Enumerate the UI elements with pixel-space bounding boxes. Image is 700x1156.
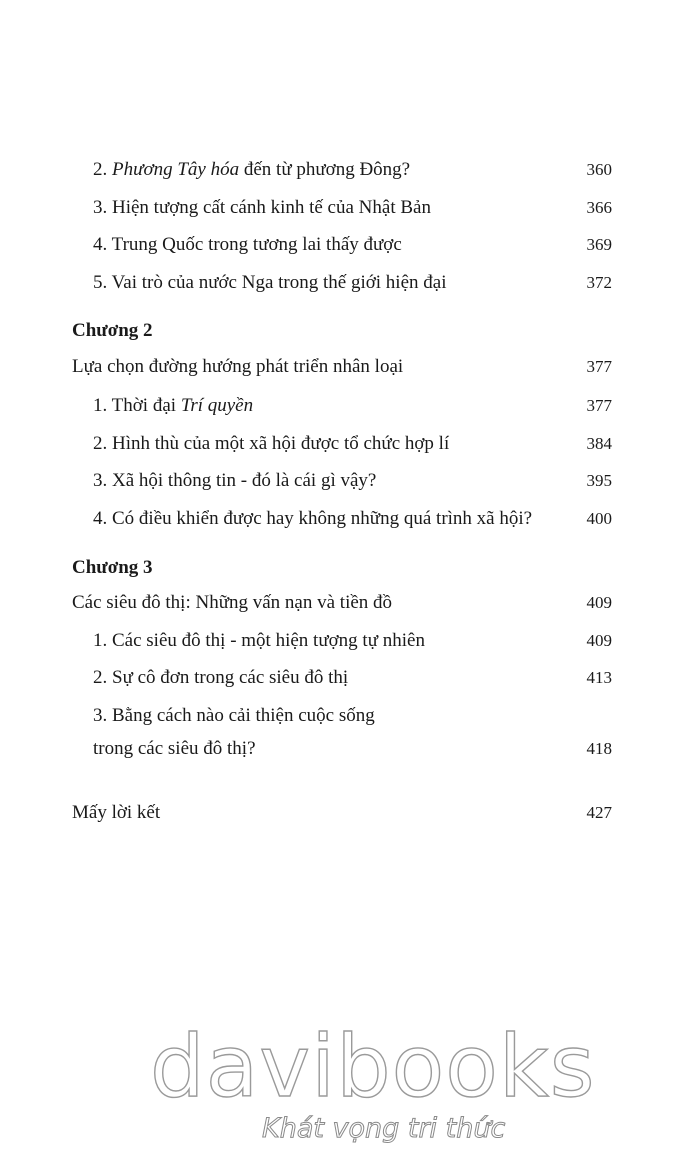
closing-entry[interactable]	[72, 798, 612, 828]
toc-entry-page: 409	[586, 593, 612, 612]
toc-entry-title: 2. Hình thù của một xã hội được tổ chức hợp lí	[93, 433, 450, 454]
toc-entry[interactable]	[93, 429, 612, 459]
toc-entry-title: 2. Sự cô đơn trong các siêu đô thị	[93, 667, 349, 688]
toc-entry-title: Các siêu đô thị: Những vấn nạn và tiền đồ	[72, 592, 393, 613]
toc-entry-title: 3. Bằng cách nào cải thiện cuộc sống	[93, 705, 375, 726]
toc-entry-title: 2. Phương Tây hóa đến từ phương Đông?	[93, 159, 411, 180]
toc-entry-line1[interactable]	[93, 701, 612, 731]
toc-entry-line2[interactable]	[93, 734, 612, 764]
watermark-brand: davibooks	[150, 1017, 596, 1117]
toc-entry-page: 377	[586, 396, 612, 415]
toc-entry-page: 413	[586, 668, 612, 687]
toc-entry-page: 384	[586, 434, 612, 453]
chapter-3-title[interactable]	[72, 588, 612, 618]
toc-entry[interactable]	[93, 504, 612, 534]
toc-entry-page: 427	[586, 803, 612, 822]
toc-entry-page: 369	[586, 235, 612, 254]
toc-entry-page: 366	[586, 198, 612, 217]
toc-entry-title: 1. Các siêu đô thị - một hiện tượng tự nhiên	[93, 630, 425, 651]
toc-entry[interactable]	[93, 155, 612, 185]
toc-entry-page: 409	[586, 631, 612, 650]
toc-entry[interactable]	[93, 663, 612, 693]
toc-entry-page: 395	[586, 471, 612, 490]
toc-entry-title: 4. Có điều khiển được hay không những quá trình xã hội?	[93, 508, 533, 529]
toc-entry[interactable]	[93, 466, 612, 496]
toc-entry-title: 3. Hiện tượng cất cánh kinh tế của Nhật Bản	[93, 197, 431, 218]
chapter-2-heading: Chương 2	[72, 320, 153, 341]
toc-entry[interactable]	[93, 391, 612, 421]
toc-entry-page: 360	[586, 160, 612, 179]
toc-entry[interactable]	[93, 230, 612, 260]
toc-entry-title: 1. Thời đại Trí quyền	[93, 395, 254, 416]
toc-entry[interactable]	[93, 268, 612, 298]
toc-entry-title-cont: trong các siêu đô thị?	[93, 738, 256, 759]
toc-entry-title: Lựa chọn đường hướng phát triển nhân loại	[72, 356, 404, 377]
watermark-logo	[150, 1017, 596, 1152]
watermark-slogan: Khát vọng tri thức	[262, 1113, 506, 1144]
chapter-2-title[interactable]	[72, 352, 612, 382]
toc-entry-title: 3. Xã hội thông tin - đó là cái gì vậy?	[93, 470, 377, 491]
toc-entry-page: 400	[586, 509, 612, 528]
toc-entry-title: Mấy lời kết	[72, 802, 161, 823]
toc-entry-page: 418	[586, 739, 612, 758]
toc-entry[interactable]	[93, 626, 612, 656]
toc-entry-page: 372	[586, 273, 612, 292]
toc-entry-title: 4. Trung Quốc trong tương lai thấy được	[93, 234, 402, 255]
chapter-3-heading: Chương 3	[72, 557, 153, 578]
toc-entry[interactable]	[93, 193, 612, 223]
toc-entry-page: 377	[586, 357, 612, 376]
toc-entry-title: 5. Vai trò của nước Nga trong thế giới hiện đại	[93, 272, 447, 293]
